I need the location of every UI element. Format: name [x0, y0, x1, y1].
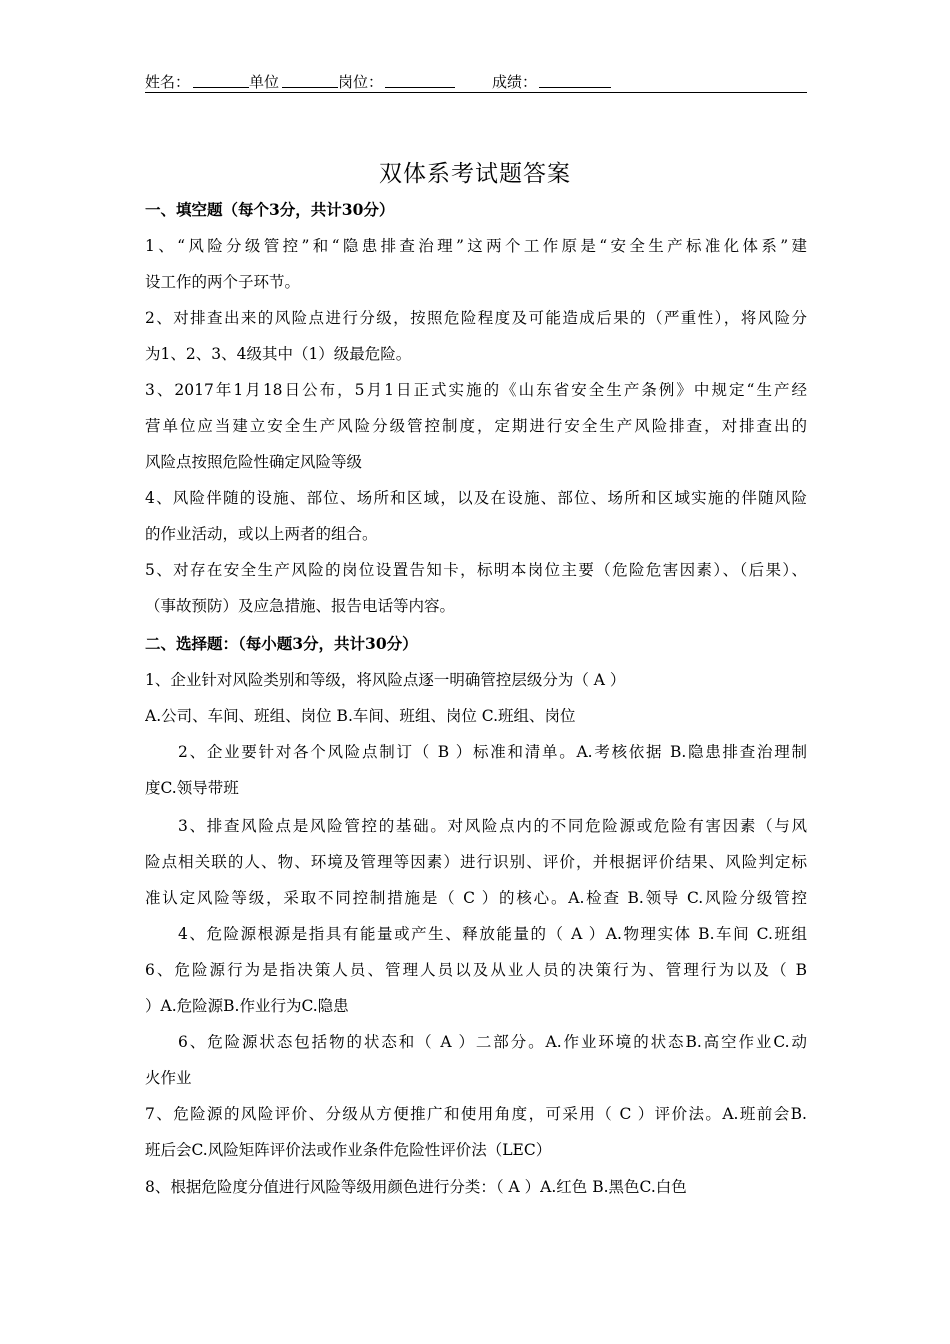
- unit-blank[interactable]: [282, 72, 338, 88]
- choice-q3-line2: 险点相关联的人、物、环境及管理等因素）进行识别、评价，并根据评价结果、风险判定标: [145, 853, 807, 871]
- fill-q5-line1: 5、对存在安全生产风险的岗位设置告知卡，标明本岗位主要（危险危害因素）、（后果）、: [145, 561, 807, 579]
- post-blank[interactable]: [385, 72, 455, 88]
- unit-label: 单位: [249, 73, 280, 91]
- page-title: 双体系考试题答案: [379, 161, 571, 187]
- choice-q3-line1: 3、排查风险点是风险管控的基础。对风险点内的不同危险源或危险有害因素（与风: [178, 817, 807, 835]
- section-choice-heading: 二、选择题：（每小题3分，共计30分）: [145, 634, 418, 653]
- section-fill-heading: 一、填空题（每个3分，共计30分）: [145, 200, 395, 219]
- choice-q2-line2: 度C.领导带班: [145, 779, 239, 797]
- choice-q4-line1: 4、危险源根源是指具有能量或产生、释放能量的（ A ）A.物理实体 B.车间 C.班组: [178, 925, 807, 943]
- choice-q7-line1: 7、危险源的风险评价、分级从方便推广和使用角度，可采用（ C ）评价法。A.班前会B.: [145, 1105, 807, 1123]
- fill-q3-line3: 风险点按照危险性确定风险等级: [145, 453, 363, 471]
- choice-q5-line2: ）A.危险源B.作业行为C.隐患: [145, 997, 349, 1015]
- exam-header: [145, 72, 807, 93]
- score-blank[interactable]: [539, 72, 611, 88]
- choice-q1-options: A.公司、车间、班组、岗位 B.车间、班组、岗位 C.班组、岗位: [145, 707, 576, 725]
- fill-q3-line2: 营单位应当建立安全生产风险分级管控制度，定期进行安全生产风险排查，对排查出的: [145, 417, 807, 435]
- fill-q1-line2: 设工作的两个子环节。: [145, 273, 301, 291]
- fill-q2-line1: 2、对排查出来的风险点进行分级，按照危险程度及可能造成后果的（严重性），将风险分: [145, 309, 807, 327]
- fill-q1-line1: 1、“风险分级管控”和“隐患排查治理”这两个工作原是“安全生产标准化体系”建: [145, 237, 807, 255]
- fill-q2-line2: 为1、2、3、4级其中（1）级最危险。: [145, 345, 412, 363]
- fill-q4-line2: 的作业活动，或以上两者的组合。: [145, 525, 378, 543]
- fill-q5-line2: （事故预防）及应急措施、报告电话等内容。: [145, 597, 456, 615]
- choice-q1-line1: 1、企业针对风险类别和等级，将风险点逐一明确管控层级分为（ A ）: [145, 671, 626, 689]
- score-label: 成绩：: [492, 73, 538, 91]
- name-label: 姓名：: [145, 73, 191, 91]
- choice-q8-line1: 8、根据危险度分值进行风险等级用颜色进行分类：（ A ）A.红色 B.黑色C.白色: [145, 1178, 687, 1196]
- name-blank[interactable]: [193, 72, 249, 88]
- choice-q2-line1: 2、企业要针对各个风险点制订（ B ）标准和清单。A.考核依据 B.隐患排查治理制: [178, 743, 807, 761]
- choice-q6-line2: 火作业: [145, 1069, 192, 1087]
- choice-q7-line2: 班后会C.风险矩阵评价法或作业条件危险性评价法（LEC）: [145, 1141, 552, 1159]
- fill-q3-line1: 3、2017年1月18日公布，5月1日正式实施的《山东省安全生产条例》中规定“生产经: [145, 381, 807, 399]
- fill-q4-line1: 4、风险伴随的设施、部位、场所和区域，以及在设施、部位、场所和区域实施的伴随风险: [145, 489, 807, 507]
- choice-q3-line3: 准认定风险等级，采取不同控制措施是（ C ）的核心。A.检查 B.领导 C.风险分级管控: [145, 889, 807, 907]
- choice-q6-line1: 6、危险源状态包括物的状态和（ A ）二部分。A.作业环境的状态B.高空作业C.动: [178, 1033, 807, 1051]
- choice-q5-line1: 6、危险源行为是指决策人员、管理人员以及从业人员的决策行为、管理行为以及（ B: [145, 961, 807, 979]
- post-label: 岗位：: [338, 73, 384, 91]
